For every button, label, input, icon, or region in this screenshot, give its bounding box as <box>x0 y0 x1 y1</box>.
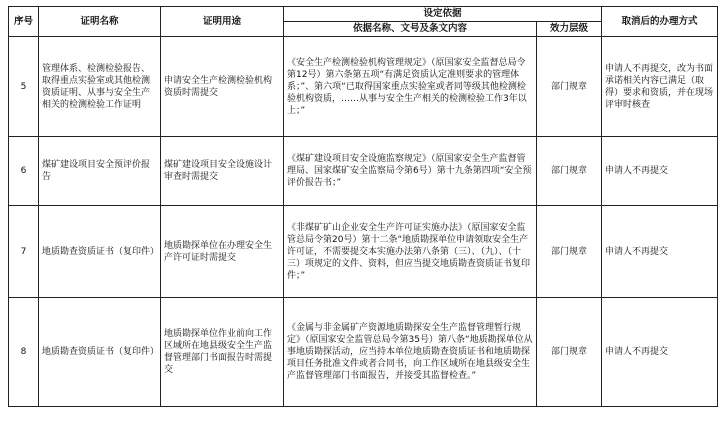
table-row <box>9 37 718 137</box>
row-no: 6 <box>9 137 39 206</box>
header-after-cancel: 取消后的办理方式 <box>602 7 718 37</box>
header-basis-level: 效力层级 <box>537 22 602 37</box>
row-cert-name: 管理体系、检测检验报告、取得重点实验室或其他检测资质证明、从事与安全生产相关的检测检验工作证明 <box>39 37 161 137</box>
row-after-cancel: 申请人不再提交，改为书面承诺相关内容已满足（取得）要求和资质，并在现场评审时核查 <box>602 37 718 137</box>
table-row <box>9 137 718 206</box>
table-row <box>9 206 718 298</box>
row-cert-use: 煤矿建设项目安全设施设计审查时需提交 <box>161 137 284 206</box>
header-cert-name: 证明名称 <box>39 7 161 37</box>
row-basis-doc: 《煤矿建设项目安全设施监察规定》（原国家安全生产监督管理局、国家煤矿安全监察局令第6号）第十九条第四项“安全预评价报告书；” <box>284 137 537 206</box>
row-basis-level: 部门规章 <box>537 298 602 407</box>
row-cert-use: 地质勘探单位作业前向工作区域所在地县级安全生产监督管理部门书面报告时需提交 <box>161 298 284 407</box>
row-cert-name: 地质勘查资质证书（复印件） <box>39 206 161 298</box>
row-no: 5 <box>9 37 39 137</box>
row-after-cancel: 申请人不再提交 <box>602 206 718 298</box>
row-basis-doc: 《金属与非金属矿产资源地质勘探安全生产监督管理暂行规定》（原国家安全监管总局令第35号）第八条“地质勘探单位从事地质勘探活动，应当持本单位地质勘查资质证书和地质勘探项目任务批准文件或者合同书，向工作区域所在地县级安全生产监督管理部门书面报告，并接受其监督检查。” <box>284 298 537 407</box>
certificate-table <box>8 6 718 407</box>
row-basis-level: 部门规章 <box>537 206 602 298</box>
row-cert-name: 地质勘查资质证书（复印件） <box>39 298 161 407</box>
table-row <box>9 298 718 407</box>
row-basis-level: 部门规章 <box>537 137 602 206</box>
row-no: 8 <box>9 298 39 407</box>
row-cert-use: 地质勘探单位在办理安全生产许可证时需提交 <box>161 206 284 298</box>
header-basis-doc: 依据名称、文号及条文内容 <box>284 22 537 37</box>
header-no: 序号 <box>9 7 39 37</box>
row-basis-doc: 《安全生产检测检验机构管理规定》（原国家安全监督总局令第12号）第六条第五项“有满足资质认定准则要求的管理体系；”、第六项“已取得国家重点实验室或者同等级其他检测检验机构资质，……从事与安全生产相关的检测检验工作3年以上；” <box>284 37 537 137</box>
row-basis-level: 部门规章 <box>537 37 602 137</box>
row-basis-doc: 《非煤矿矿山企业安全生产许可证实施办法》（原国家安全监管总局令第20号）第十二条“地质勘探单位申请领取安全生产许可证，不需要提交本实施办法第八条第（三）、（九）、（十三）项规定的文件、资料，但应当提交地质勘查资质证书复印件；” <box>284 206 537 298</box>
row-no: 7 <box>9 206 39 298</box>
row-cert-use: 申请安全生产检测检验机构资质时需提交 <box>161 37 284 137</box>
row-cert-name: 煤矿建设项目安全预评价报告 <box>39 137 161 206</box>
row-after-cancel: 申请人不再提交 <box>602 137 718 206</box>
header-basis-group: 设定依据 <box>284 7 602 22</box>
row-after-cancel: 申请人不再提交 <box>602 298 718 407</box>
table-header-row <box>9 7 718 22</box>
header-cert-use: 证明用途 <box>161 7 284 37</box>
